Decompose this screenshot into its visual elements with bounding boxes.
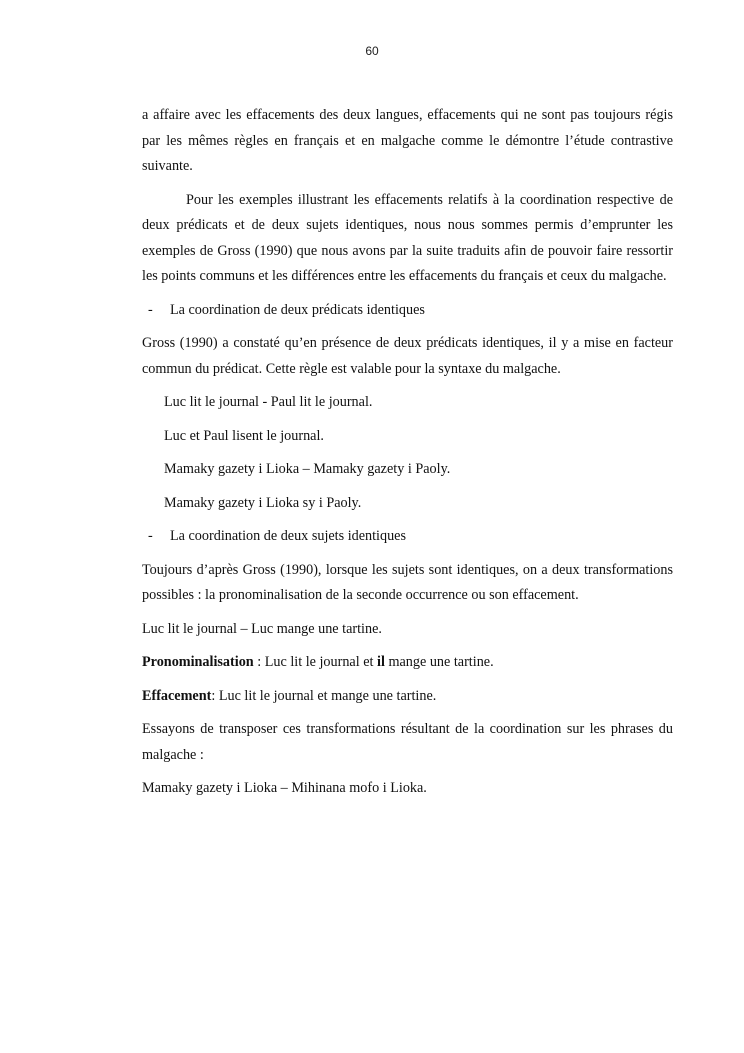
paragraph-subjects-rule: Toujours d’après Gross (1990), lorsque les sujets sont identiques, on a deux transformations possibles : la pronominalisation de la seconde occurrence ou son effacement. [142, 561, 673, 603]
bullet-subjects-text: La coordination de deux sujets identiques [170, 528, 407, 544]
bullet-predicates [142, 298, 673, 324]
paragraph-intro-continuation: a affaire avec les effacements des deux langues, effacements qui ne sont pas toujours régis par les mêmes règles en français et en malgache comme le démontre l’étude contrastive suivante. [142, 107, 673, 174]
pronominalisation-text-2: mange une tartine. [384, 654, 494, 670]
example-subjects-french: Luc lit le journal – Luc mange une tartine. [142, 620, 382, 637]
example-1: Luc lit le journal - Paul lit le journal. [164, 394, 373, 410]
page-number: 60 [365, 44, 379, 58]
effacement-text: : Luc lit le journal et mange une tartine. [211, 687, 437, 704]
pronominalisation-label: Pronominalisation [142, 654, 254, 670]
paragraph-predicates-rule: Gross (1990) a constaté qu’en présence de deux prédicats identiques, il y a mise en facteur commun du prédicat. Cette règle est valable pour la syntaxe du malgache. [142, 335, 673, 377]
example-3: Mamaky gazety i Lioka – Mamaky gazety i Paoly. [164, 461, 451, 477]
paragraph-transpose: Essayons de transposer ces transformations résultant de la coordination sur les phrases du malgache : [142, 721, 673, 763]
pronominalisation-pronoun: il [377, 654, 385, 670]
example-2: Luc et Paul lisent le journal. [164, 427, 324, 444]
effacement-label: Effacement [142, 687, 212, 704]
document-body [142, 103, 673, 810]
bullet-dash: - [148, 528, 153, 544]
bullet-subjects [142, 524, 673, 550]
paragraph-examples-source: Pour les exemples illustrant les effacements relatifs à la coordination respective de deux prédicats et de deux sujets identiques, nous nous sommes permis d’emprunter les exemples de Gross (1990) que nous avons par la suite traduits afin de pouvoir faire ressortir les points communs et les différences entre les effacements du français et ceux du malgache. [142, 191, 673, 284]
example-4: Mamaky gazety i Lioka sy i Paoly. [164, 494, 362, 511]
effacement-line [142, 684, 673, 710]
bullet-dash: - [148, 301, 153, 318]
example-subjects-malagasy: Mamaky gazety i Lioka – Mihinana mofo i Lioka. [142, 780, 427, 796]
pronominalisation-line [142, 650, 673, 676]
pronominalisation-text-1: : Luc lit le journal et [253, 654, 378, 670]
bullet-predicates-text: La coordination de deux prédicats identiques [170, 301, 425, 318]
